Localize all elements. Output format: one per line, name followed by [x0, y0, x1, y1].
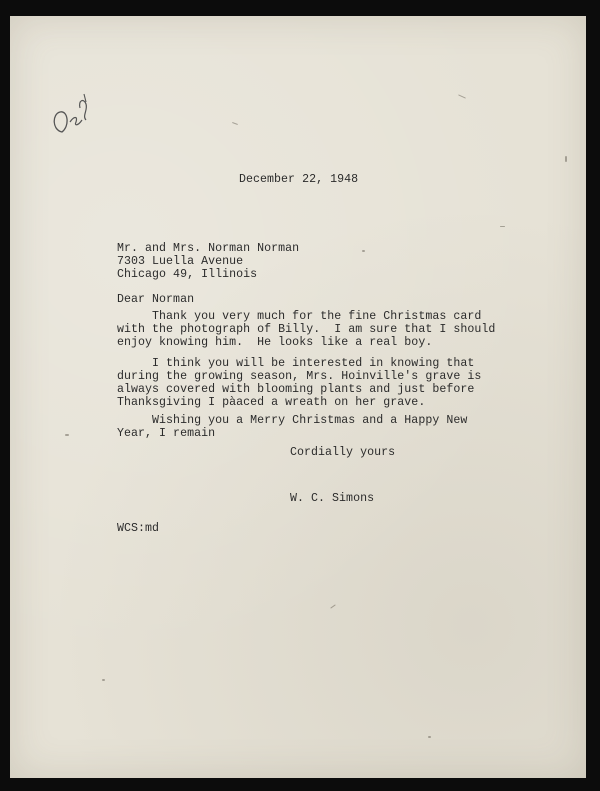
recipient-line-2: 7303 Luella Avenue	[117, 255, 244, 268]
paper-speck	[428, 736, 431, 738]
paper-speck	[458, 94, 466, 98]
paper-speck	[330, 604, 335, 608]
letter-page	[10, 16, 586, 778]
paper-speck	[565, 156, 567, 162]
letter-date: December 22, 1948	[239, 173, 359, 186]
paper-speck	[362, 250, 365, 252]
body-paragraph-3-line-2: Year, I remain	[117, 427, 216, 440]
body-paragraph-3-line-1: Wishing you a Merry Christmas and a Happy New	[117, 414, 468, 427]
paper-speck	[232, 122, 238, 125]
body-paragraph-1-line-3: enjoy knowing him. He looks like a real boy.	[117, 336, 433, 349]
typist-initials: WCS:md	[117, 522, 160, 535]
signature-name: W. C. Simons	[290, 492, 375, 505]
paper-speck	[65, 434, 69, 436]
body-paragraph-2-line-2: during the growing season, Mrs. Hoinville's grave is	[117, 370, 482, 383]
paper-speck	[102, 679, 105, 681]
paper-speck	[500, 226, 505, 227]
handwritten-initials-mark	[48, 86, 94, 142]
recipient-line-3: Chicago 49, Illinois	[117, 268, 258, 281]
closing: Cordially yours	[290, 446, 396, 459]
body-paragraph-2-line-4: Thanksgiving I pàaced a wreath on her grave.	[117, 396, 426, 409]
body-paragraph-1-line-1: Thank you very much for the fine Christmas card	[117, 310, 482, 323]
salutation: Dear Norman	[117, 293, 195, 306]
body-paragraph-2-line-3: always covered with blooming plants and just before	[117, 383, 475, 396]
recipient-line-1: Mr. and Mrs. Norman Norman	[117, 242, 300, 255]
body-paragraph-1-line-2: with the photograph of Billy. I am sure that I should	[117, 323, 496, 336]
body-paragraph-2-line-1: I think you will be interested in knowing that	[117, 357, 475, 370]
